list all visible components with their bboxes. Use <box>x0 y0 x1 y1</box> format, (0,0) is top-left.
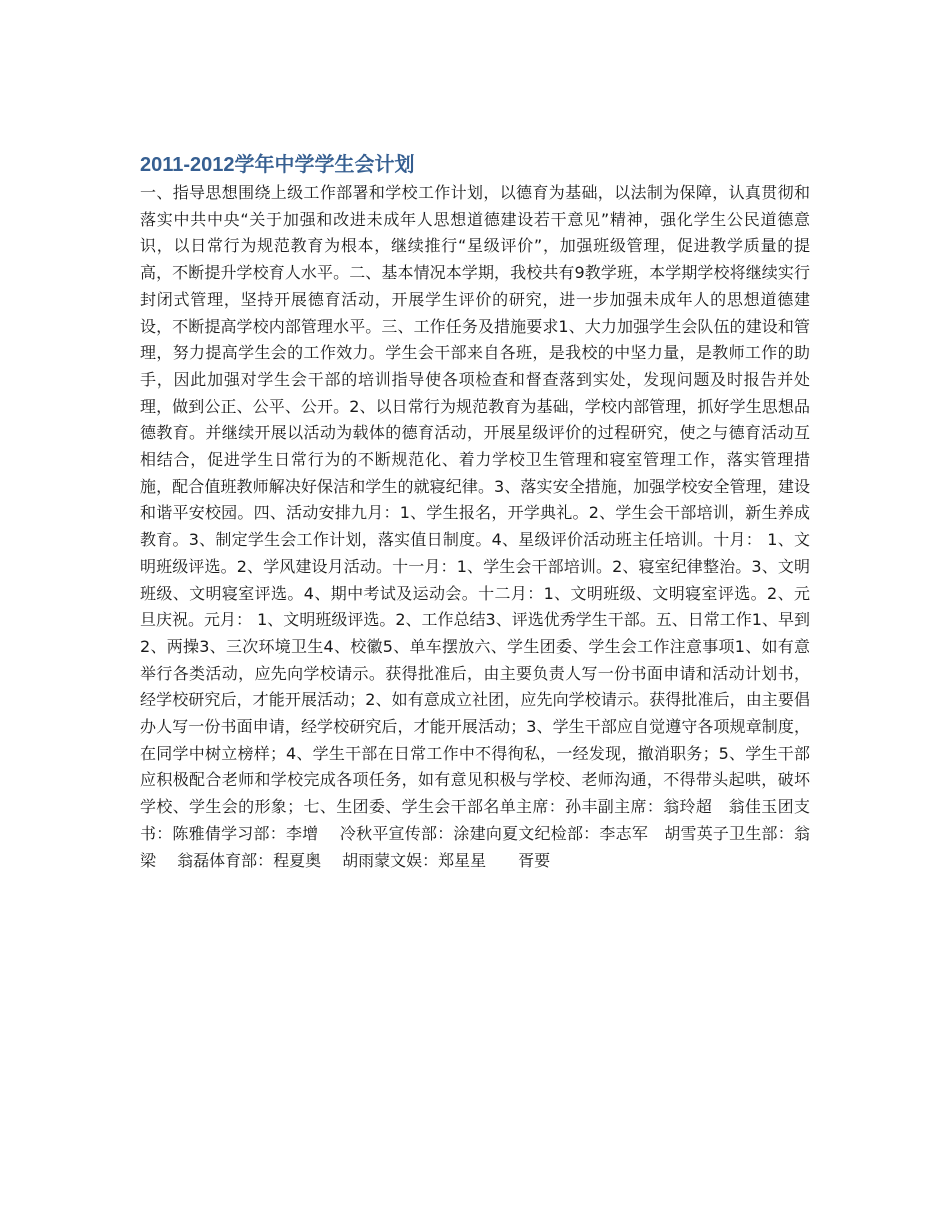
document-body-text: 一、指导思想围绕上级工作部署和学校工作计划，以德育为基础，以法制为保障，认真贯彻和落实中共中央“关于加强和改进未成年人思想道德建设若干意见”精神，强化学生公民道德意识，以日常行为规范教育为根本，继续推行“星级评价”，加强班级管理，促进教学质量的提高，不断提升学校育人水平。二、基本情况本学期，我校共有9教学班，本学期学校将继续实行封闭式管理，坚持开展德育活动，开展学生评价的研究，进一步加强未成年人的思想道德建设，不断提高学校内部管理水平。三、工作任务及措施要求1、大力加强学生会队伍的建设和管理，努力提高学生会的工作效力。学生会干部来自各班，是我校的中坚力量，是教师工作的助手，因此加强对学生会干部的培训指导使各项检查和督查落到实处，发现问题及时报告并处理，做到公正、公平、公开。2、以日常行为规范教育为基础，学校内部管理，抓好学生思想品德教育。并继续开展以活动为载体的德育活动，开展星级评价的过程研究，使之与德育活动互相结合，促进学生日常行为的不断规范化、着力学校卫生管理和寝室管理工作，落实管理措施，配合值班教师解决好保洁和学生的就寝纪律。3、落实安全措施，加强学校安全管理，建设和谐平安校园。四、活动安排九月：1、学生报名，开学典礼。2、学生会干部培训，新生养成教育。3、制定学生会工作计划，落实值日制度。4、星级评价活动班主任培训。十月： 1、文明班级评选。2、学风建设月活动。十一月：1、学生会干部培训。2、寝室纪律整治。3、文明班级、文明寝室评选。4、期中考试及运动会。十二月：1、文明班级、文明寝室评选。2、元旦庆祝。元月： 1、文明班级评选。2、工作总结3、评选优秀学生干部。五、日常工作1、早到2、两操3、三次环境卫生4、校徽5、单车摆放六、学生团委、学生会工作注意事项1、如有意举行各类活动，应先向学校请示。获得批准后，由主要负责人写一份书面申请和活动计划书，经学校研究后，才能开展活动；2、如有意成立社团，应先向学校请示。获得批准后，由主要倡办人写一份书面申请，经学校研究后，才能开展活动；3、学生干部应自觉遵守各项规章制度，在同学中树立榜样；4、学生干部在日常工作中不得徇私，一经发现，撤消职务；5、学生干部应积极配合老师和学校完成各项任务，如有意见积极与学校、老师沟通，不得带头起哄，破坏学校、学生会的形象；七、生团委、学生会干部名单主席：孙丰副主席：翁玲超 翁佳玉团支书：陈雅倩学习部：李增 冷秋平宣传部：涂建向夏文纪检部：李志军 胡雪英子卫生部：翁梁 翁磊体育部：程夏奥 胡雨蒙文娱：郑星星 胥要 <box>140 183 810 870</box>
document-title: 2011-2012学年中学学生会计划 <box>140 154 415 176</box>
